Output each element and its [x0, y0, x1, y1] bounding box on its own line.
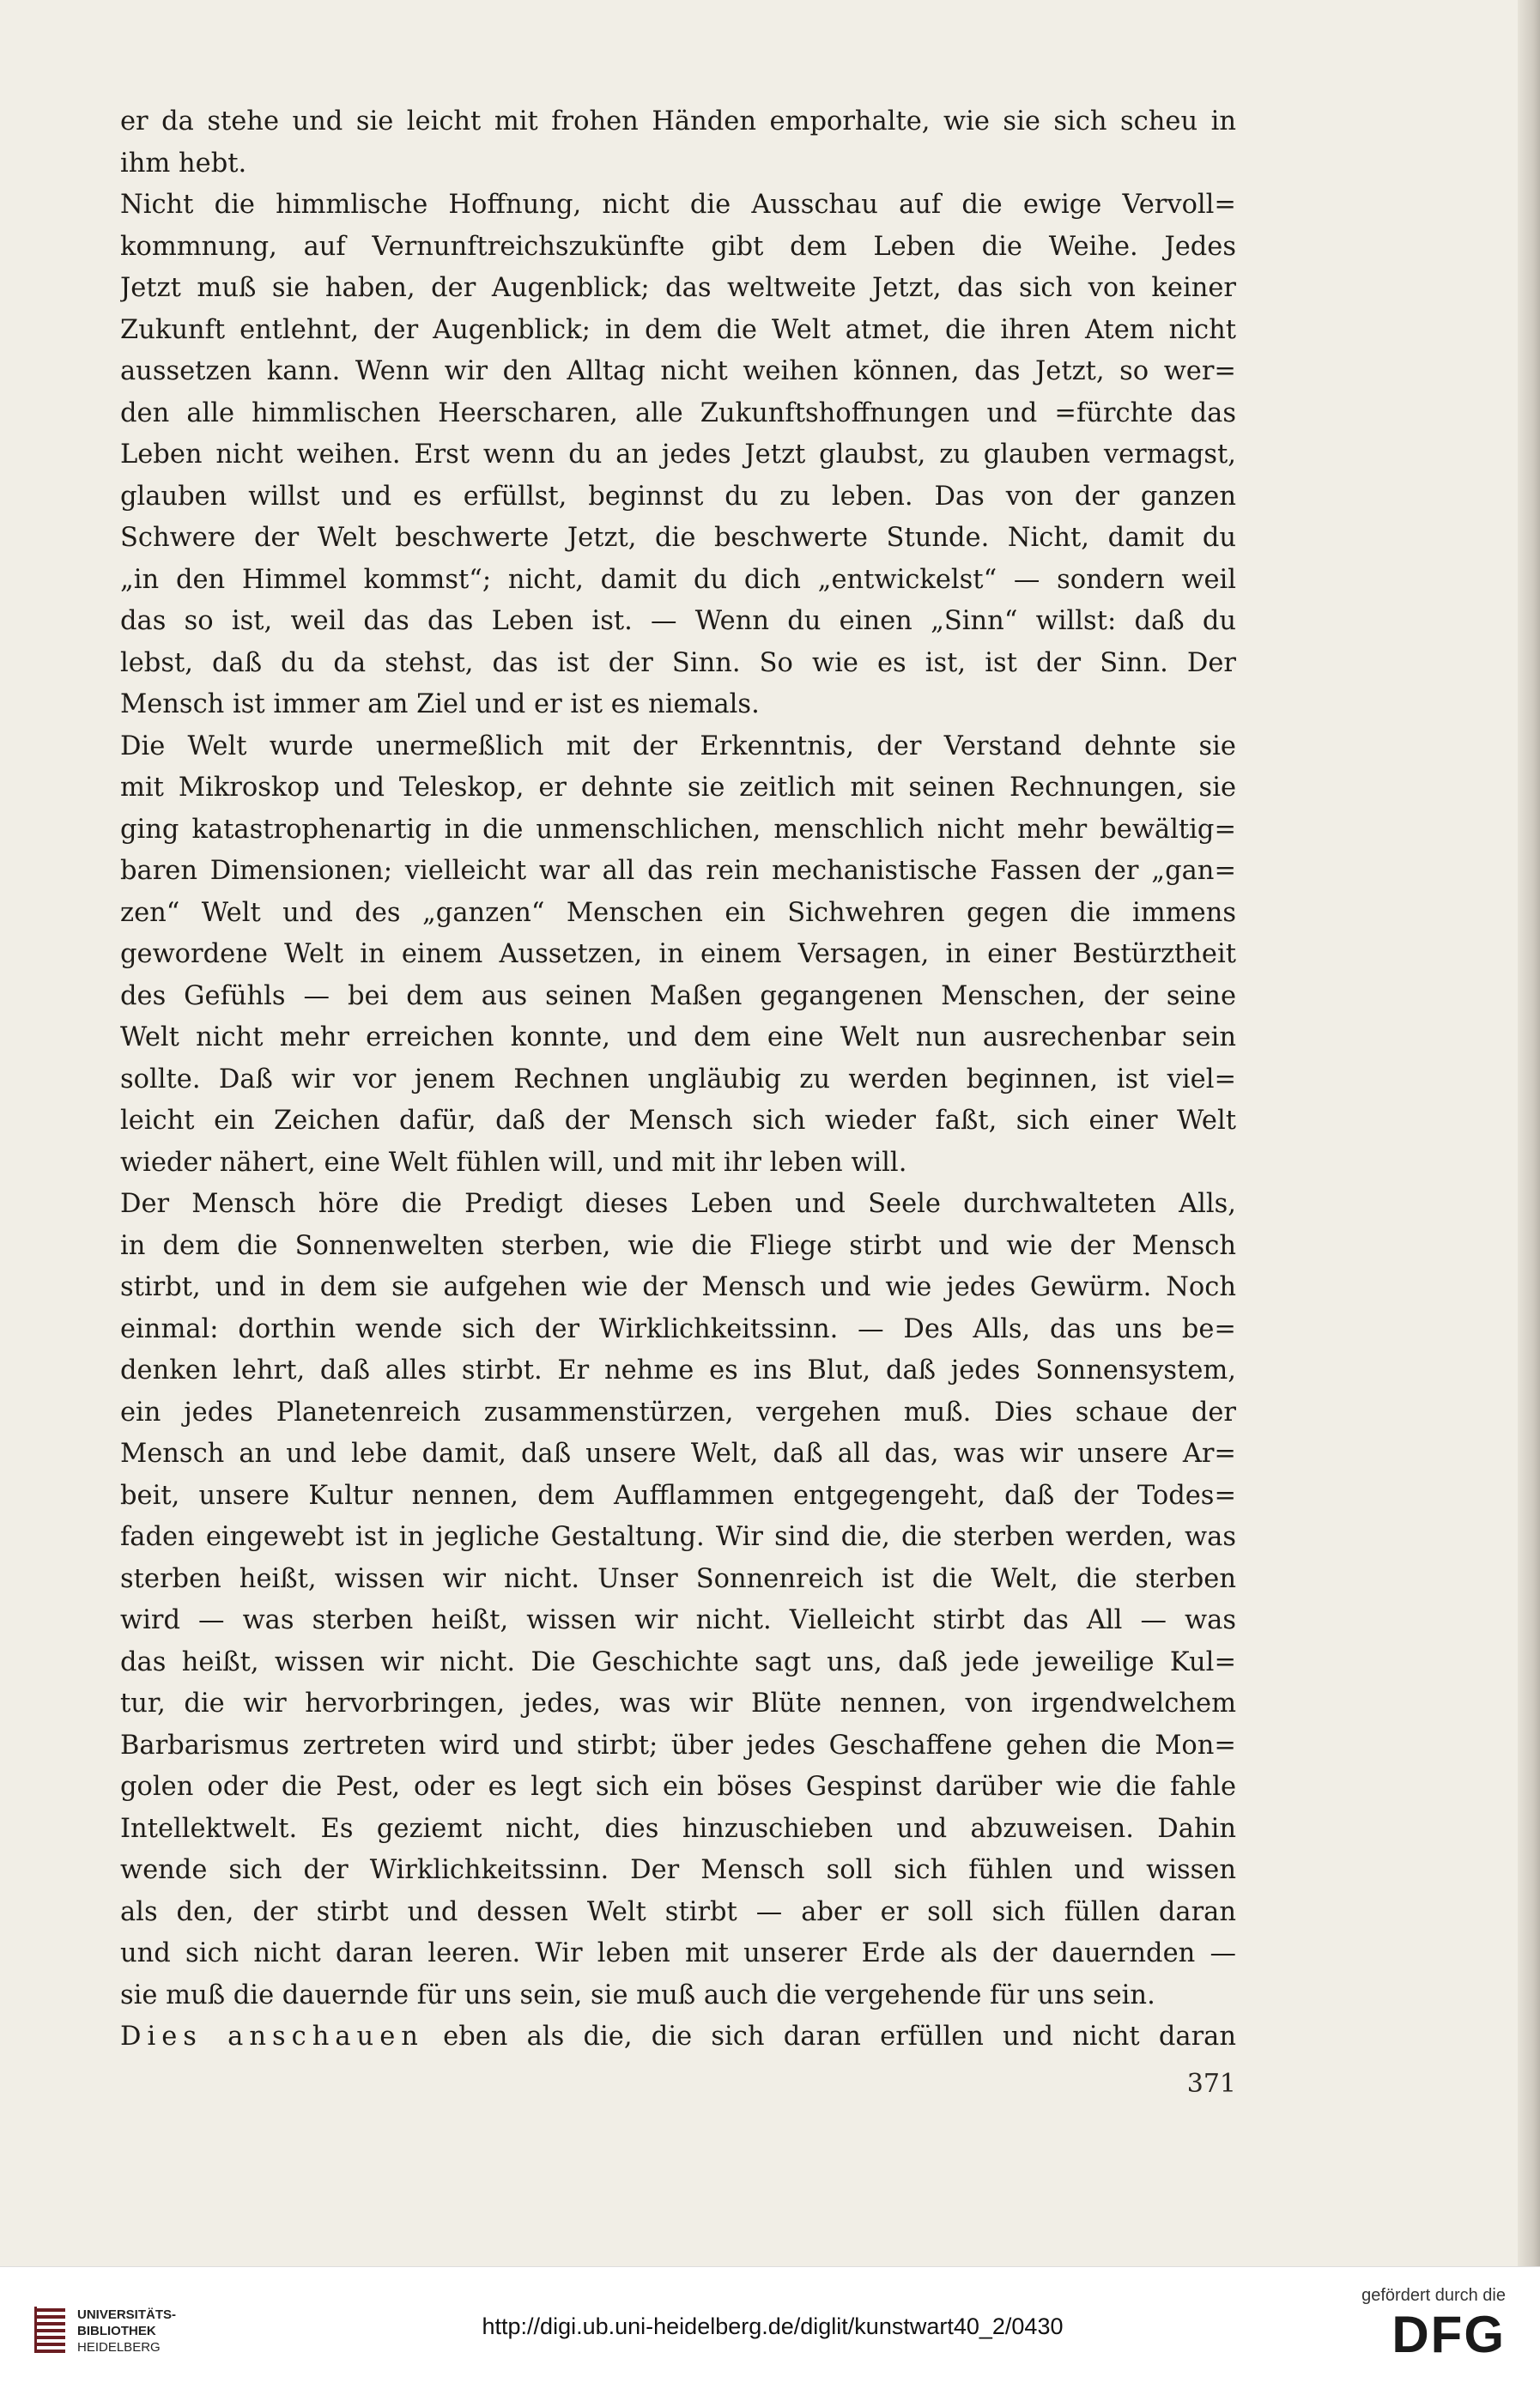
library-logo[interactable] — [34, 2300, 206, 2360]
text-line: „in den Himmel kommst“; nicht, damit du dich „entwickelst“ — sondern weil — [120, 564, 1236, 595]
text-line: sollte. Daß wir vor jenem Rechnen ungläubig zu werden beginnen, ist viel= — [120, 1064, 1236, 1094]
text-line: leicht ein Zeichen dafür, daß der Mensch sich wieder faßt, sich einer Welt — [120, 1106, 1236, 1136]
text-line: wieder nähert, eine Welt fühlen will, und mit ihr leben will. — [120, 1147, 907, 1178]
text-line: Nicht die himmlische Hoffnung, nicht die Ausschau auf die ewige Vervoll= — [120, 190, 1236, 220]
text-line: Jetzt muß sie haben, der Augenblick; das weltweite Jetzt, das sich von keiner — [120, 273, 1236, 303]
text-line: kommnung, auf Vernunftreichszukünfte gibt dem Leben die Weihe. Jedes — [120, 231, 1236, 262]
text-line: Die Welt wurde unermeßlich mit der Erkenntnis, der Verstand dehnte sie — [120, 731, 1236, 761]
text-line: denken lehrt, daß alles stirbt. Er nehme es ins Blut, daß jedes Sonnensystem, — [120, 1355, 1236, 1385]
page-edge-shadow — [1518, 0, 1540, 2266]
funder-caption: gefördert durch die — [1361, 2286, 1506, 2305]
text-line: Mensch an und lebe damit, daß unsere Welt, daß all das, was wir unsere Ar= — [120, 1439, 1236, 1469]
text-line: den alle himmlischen Heerscharen, alle Zukunftshoffnungen und =fürchte das — [120, 397, 1236, 428]
text-line: das heißt, wissen wir nicht. Die Geschichte sagt uns, daß jede jeweilige Kul= — [120, 1646, 1236, 1677]
permalink-url[interactable]: http://digi.ub.uni-heidelberg.de/diglit/kunstwart40_2/0430 — [482, 2313, 1064, 2339]
text-line-rest: eben als die, die sich daran erfüllen und nicht daran — [423, 2022, 1236, 2052]
page-number: 371 — [1186, 2069, 1236, 2099]
library-name-line2: BIBLIOTHEK — [77, 2324, 156, 2338]
text-line: ihm hebt. — [120, 148, 247, 179]
text-line: Schwere der Welt beschwerte Jetzt, die beschwerte Stunde. Nicht, damit du — [120, 523, 1236, 553]
text-line: wende sich der Wirklichkeitssinn. Der Mensch soll sich fühlen und wissen — [120, 1855, 1236, 1885]
footer-bar — [0, 2266, 1540, 2389]
text-line: faden eingewebt ist in jegliche Gestaltung. Wir sind die, die sterben werden, was — [120, 1522, 1236, 1552]
text-line: golen oder die Pest, oder es legt sich ein böses Gespinst darüber wie die fahle — [120, 1772, 1236, 1802]
text-line: Mensch ist immer am Ziel und er ist es niemals. — [120, 689, 760, 719]
text-line: wird — was sterben heißt, wissen wir nicht. Vielleicht stirbt das All — was — [120, 1605, 1236, 1635]
text-line: er da stehe und sie leicht mit frohen Händen emporhalte, wie sie sich scheu in — [120, 106, 1236, 136]
text-line: Zukunft entlehnt, der Augenblick; in dem die Welt atmet, die ihren Atem nicht — [120, 314, 1236, 345]
text-line: tur, die wir hervorbringen, jedes, was wir Blüte nennen, von irgendwelchem — [120, 1689, 1236, 1719]
text-line: beit, unsere Kultur nennen, dem Aufflammen entgegengeht, daß der Todes= — [120, 1480, 1236, 1511]
text-line: Welt nicht mehr erreichen konnte, und dem eine Welt nun ausrechenbar sein — [120, 1022, 1236, 1052]
library-name-line1: UNIVERSITÄTS- — [77, 2307, 177, 2322]
text-line: glauben willst und es erfüllst, beginnst du zu leben. Das von der ganzen — [120, 481, 1236, 512]
emphasized-text: Dies anschauen — [120, 2022, 424, 2052]
text-line: lebst, daß du da stehst, das ist der Sinn. So wie es ist, ist der Sinn. Der — [120, 647, 1236, 678]
text-line: das so ist, weil das das Leben ist. — Wenn du einen „Sinn“ willst: daß du — [120, 606, 1236, 636]
text-line: sterben heißt, wissen wir nicht. Unser Sonnenreich ist die Welt, die sterben — [120, 1563, 1236, 1594]
library-name-line3: HEIDELBERG — [77, 2340, 161, 2355]
text-line: Leben nicht weihen. Erst wenn du an jedes Jetzt glaubst, zu glauben vermagst, — [120, 440, 1236, 470]
text-line: stirbt, und in dem sie aufgehen wie der Mensch und wie jedes Gewürm. Noch — [120, 1272, 1236, 1302]
text-line: Intellektwelt. Es geziemt nicht, dies hinzuschieben und abzuweisen. Dahin — [120, 1813, 1236, 1844]
text-line: in dem die Sonnenwelten sterben, wie die Fliege stirbt und wie der Mensch — [120, 1230, 1236, 1261]
text-line: mit Mikroskop und Teleskop, er dehnte sie zeitlich mit seinen Rechnungen, sie — [120, 773, 1236, 803]
dfg-logo-icon: DFG — [1391, 2306, 1506, 2363]
text-line: Der Mensch höre die Predigt dieses Leben und Seele durchwalteten Alls, — [120, 1189, 1236, 1219]
text-line: ging katastrophenartig in die unmenschlichen, menschlich nicht mehr bewältig= — [120, 814, 1236, 845]
text-line-final — [120, 2016, 1236, 2059]
text-line: sie muß die dauernde für uns sein, sie muß auch die vergehende für uns sein. — [120, 1980, 1155, 2010]
text-line: baren Dimensionen; vielleicht war all das rein mechanistische Fassen der „gan= — [120, 856, 1236, 886]
text-line: und sich nicht daran leeren. Wir leben mit unserer Erde als der dauernden — — [120, 1938, 1236, 1968]
funder-logo[interactable] — [1334, 2286, 1506, 2380]
text-line: aussetzen kann. Wenn wir den Alltag nicht weihen können, das Jetzt, so wer= — [120, 356, 1236, 386]
text-line: gewordene Welt in einem Aussetzen, in einem Versagen, in einer Bestürztheit — [120, 939, 1236, 969]
library-logo-icon — [34, 2307, 65, 2353]
text-line: ein jedes Planetenreich zusammenstürzen, vergehen muß. Dies schaue der — [120, 1397, 1236, 1428]
text-line: einmal: dorthin wende sich der Wirklichkeitssinn. — Des Alls, das uns be= — [120, 1313, 1236, 1344]
text-line: Barbarismus zertreten wird und stirbt; über jedes Geschaffene gehen die Mon= — [120, 1730, 1236, 1761]
text-line: des Gefühls — bei dem aus seinen Maßen gegangenen Menschen, der seine — [120, 980, 1236, 1011]
text-line: als den, der stirbt und dessen Welt stirbt — aber er soll sich füllen daran — [120, 1896, 1236, 1927]
library-name — [77, 2307, 176, 2356]
text-line: zen“ Welt und des „ganzen“ Menschen ein Sichwehren gegen die immens — [120, 897, 1236, 928]
body-text — [120, 101, 1236, 2059]
